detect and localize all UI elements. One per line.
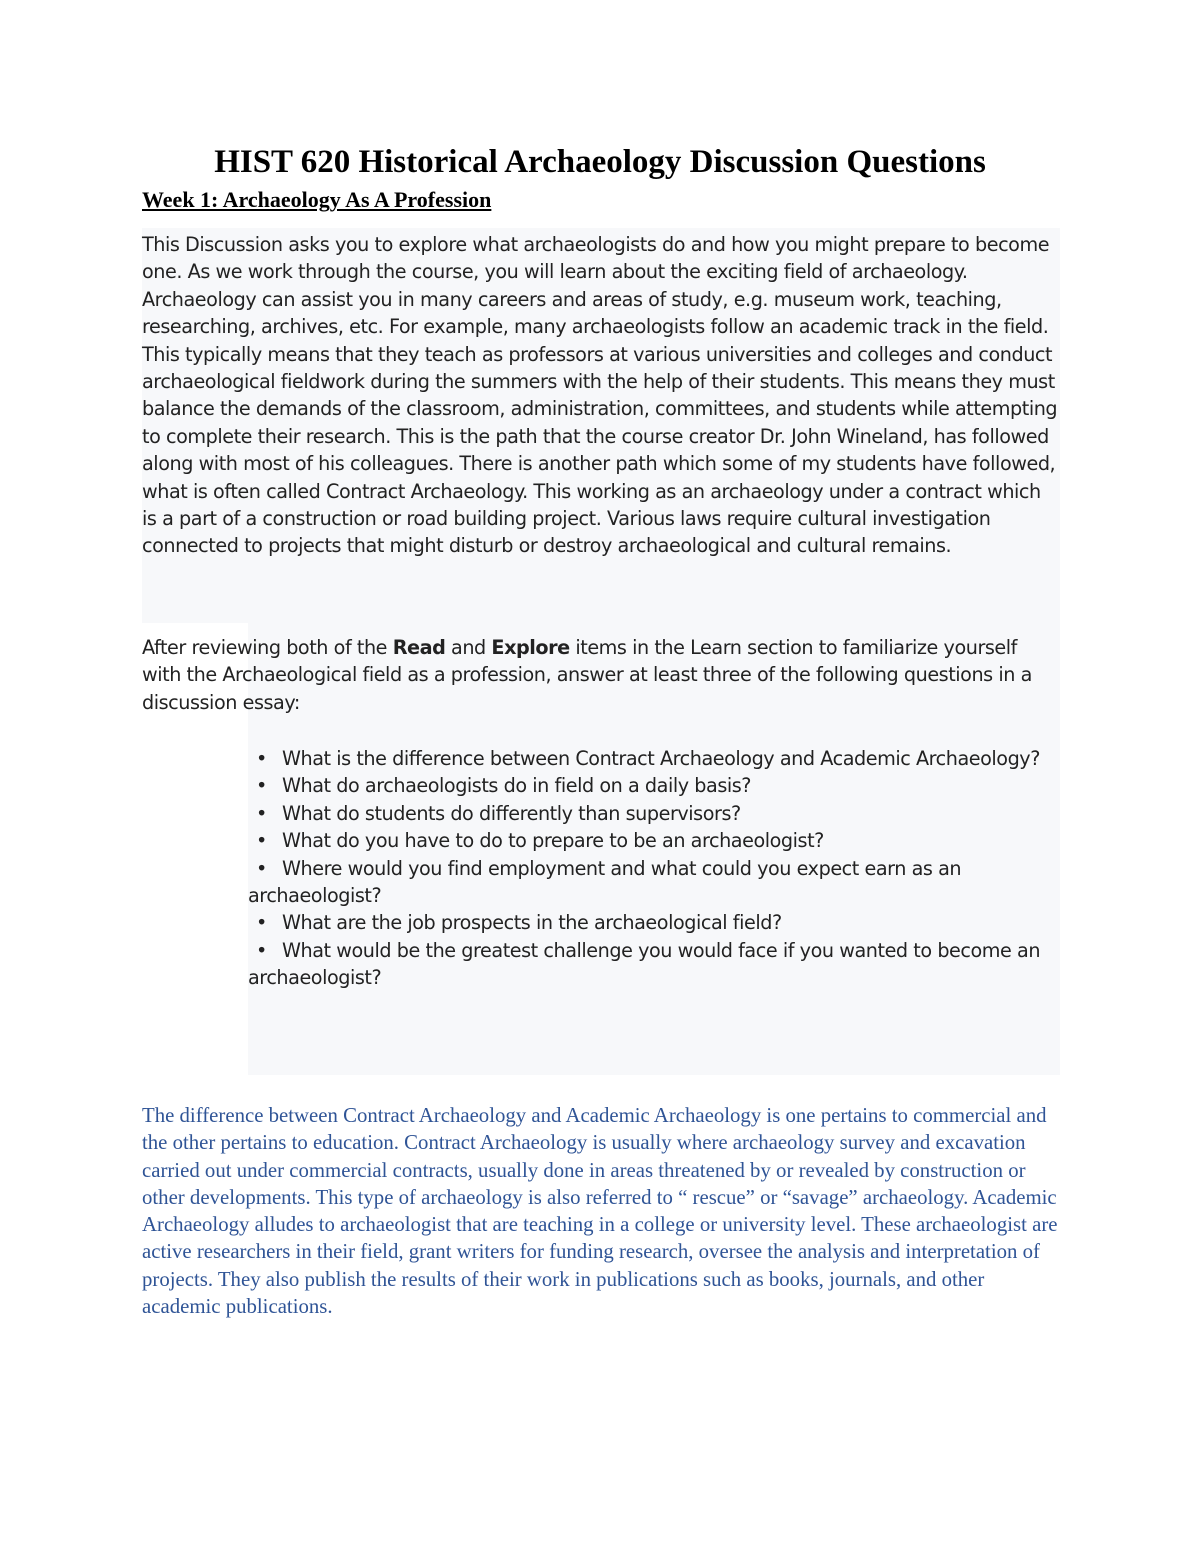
instructions-text-1: After reviewing both of the [142,636,393,659]
question-text: What would be the greatest challenge you would face if you wanted to become an archaeologist? [248,938,1041,990]
bullet-icon: • [256,774,267,798]
week-heading: Week 1: Archaeology As A Profession [142,187,492,212]
bullet-icon: • [256,856,267,880]
list-item [248,772,1048,799]
bullet-icon: • [256,829,267,853]
instructions-text-2: and [445,636,492,659]
list-item [248,745,1048,772]
question-text: What do archaeologists do in field on a daily basis? [282,774,752,798]
instructions-text-3: items in the Learn section to familiarize yourself with the Archaeological field as a profession, answer at least three of the following questions in a discussion essay: [142,636,1032,714]
question-text: What do you have to do to prepare to be an archaeologist? [282,829,824,853]
document-title: HIST 620 Historical Archaeology Discussion Questions [214,144,986,180]
bullet-icon: • [256,911,267,935]
instructions-explore-emphasis: Explore [491,636,570,659]
list-item [248,937,1048,992]
list-item [248,800,1048,827]
student-answer: The difference between Contract Archaeology and Academic Archaeology is one pertains to commercial and the other pertains to education. Contract Archaeology is usually where archaeology survey and excavation carried out under commercial contracts, usually done in areas threatened by or revealed by construction or other developments. This type of archaeology is also referred to “ rescue” or “savage” archaeology. Academic Archaeology alludes to archaeologist that are teaching in a college or university level. These archaeologist are active researchers in their field, grant writers for funding research, oversee the analysis and interpretation of projects. They also publish the results of their work in publications such as books, journals, and other academic publications. [142,1104,1058,1319]
list-item [248,855,1048,910]
bullet-icon: • [256,747,267,770]
question-list [248,745,1048,992]
question-text: What are the job prospects in the archaeological field? [282,911,782,935]
bullet-icon: • [256,801,267,825]
discussion-prompt: This Discussion asks you to explore what archaeologists do and how you might prepare to become one. As we work through the course, you will learn about the exciting field of archaeology. Archaeology can assist you in many careers and areas of study, e.g. museum work, teaching, researching, archives, etc. For example, many archaeologists follow an academic track in the field. This typically means that they teach as professors at various universities and colleges and conduct archaeological fieldwork during the summers with the help of their students. This means they must balance the demands of the classroom, administration, committees, and students while attempting to complete their research. This is the path that the course creator Dr. John Wineland, has followed along with most of his colleagues. There is another path which some of my students have followed, what is often called Contract Archaeology. This working as an archaeology under a contract which is a part of a construction or road building project. Various laws require cultural investigation connected to projects that might disturb or destroy archaeological and cultural remains. [142,233,1058,558]
instructions-read-emphasis: Read [392,636,446,659]
list-item [248,827,1048,854]
discussion-instructions [142,634,1060,716]
question-text: Where would you find employment and what could you expect earn as an archaeologist? [248,856,962,908]
question-text: What do students do differently than supervisors? [282,801,741,825]
bullet-icon: • [256,938,267,962]
question-text: What is the difference between Contract Archaeology and Academic Archaeology? [282,747,1040,770]
list-item [248,909,1048,936]
